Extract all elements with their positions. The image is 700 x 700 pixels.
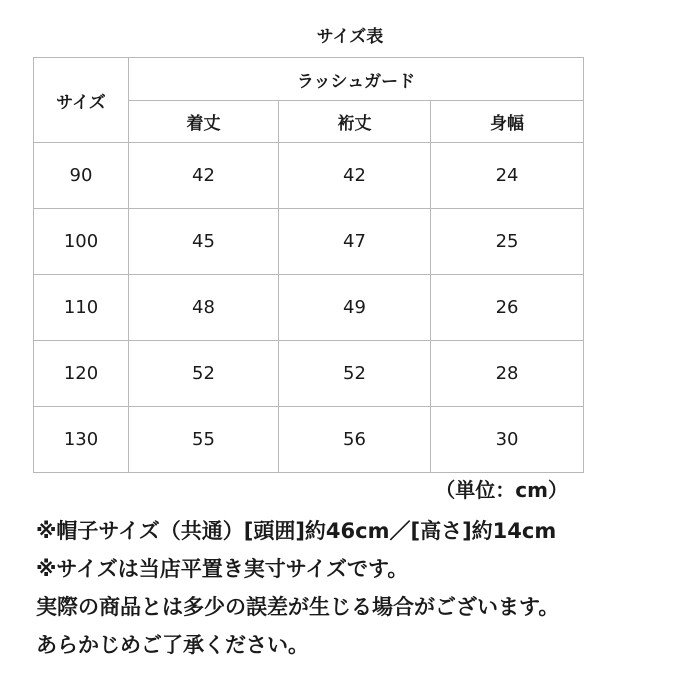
width-cell: 25: [431, 209, 584, 275]
sleeve-cell: 49: [279, 275, 431, 341]
length-cell: 52: [129, 341, 279, 407]
table-title: サイズ表: [316, 27, 384, 47]
sleeve-cell: 47: [279, 209, 431, 275]
sleeve-cell: 52: [279, 341, 431, 407]
column-header-width: 身幅: [431, 101, 584, 143]
width-cell: 30: [431, 407, 584, 473]
table-header-row: [34, 58, 584, 101]
length-cell: 42: [129, 143, 279, 209]
width-cell: 26: [431, 275, 584, 341]
acknowledgement-note: あらかじめご了承ください。: [36, 633, 309, 657]
size-cell: 120: [34, 341, 129, 407]
unit-note: （単位：cm）: [435, 478, 568, 502]
length-cell: 45: [129, 209, 279, 275]
variance-note: 実際の商品とは多少の誤差が生じる場合がございます。: [36, 595, 560, 619]
length-cell: 48: [129, 275, 279, 341]
sleeve-cell: 56: [279, 407, 431, 473]
group-header: ラッシュガード: [129, 58, 584, 101]
size-cell: 130: [34, 407, 129, 473]
size-table: [33, 57, 584, 473]
width-cell: 24: [431, 143, 584, 209]
table-row: [34, 143, 584, 209]
length-cell: 55: [129, 407, 279, 473]
sleeve-cell: 42: [279, 143, 431, 209]
hat-size-note: ※帽子サイズ（共通）[頭囲]約46cm／[高さ]約14cm: [36, 519, 557, 543]
size-header: サイズ: [34, 58, 129, 143]
table-row: [34, 407, 584, 473]
table-row: [34, 209, 584, 275]
notes: [36, 512, 696, 664]
measurement-note: ※サイズは当店平置き実寸サイズです。: [36, 557, 409, 581]
table-row: [34, 275, 584, 341]
table-row: [34, 341, 584, 407]
size-cell: 100: [34, 209, 129, 275]
column-header-length: 着丈: [129, 101, 279, 143]
column-header-sleeve: 裄丈: [279, 101, 431, 143]
size-cell: 90: [34, 143, 129, 209]
width-cell: 28: [431, 341, 584, 407]
size-cell: 110: [34, 275, 129, 341]
